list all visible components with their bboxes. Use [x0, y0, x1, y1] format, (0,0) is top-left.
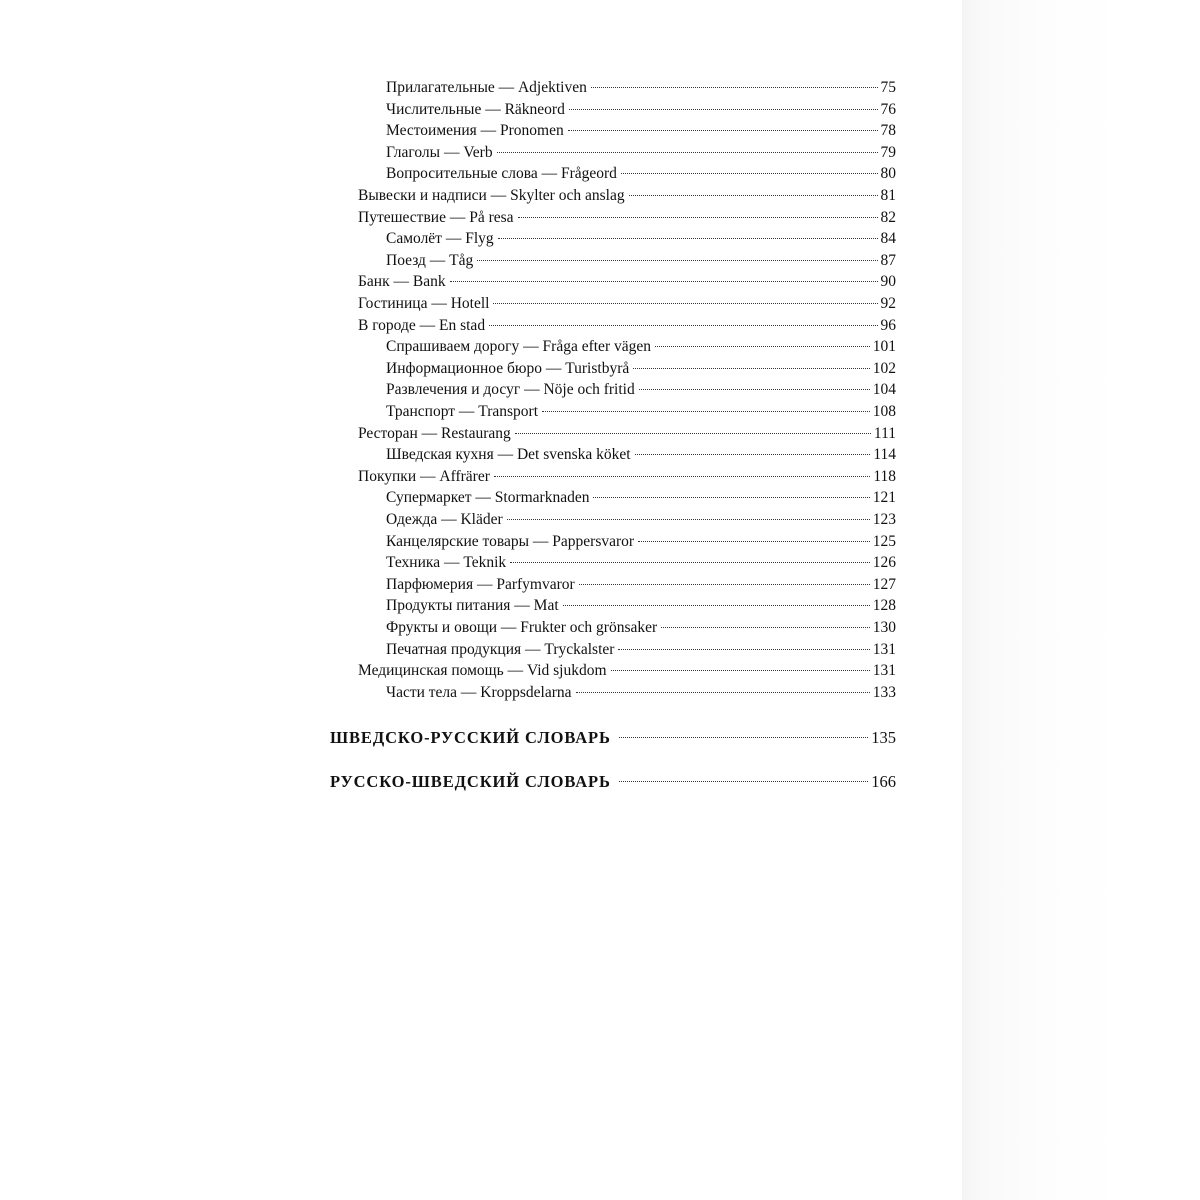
- dot-leader: [593, 497, 869, 498]
- toc-entry: [386, 359, 896, 379]
- dot-leader: [510, 562, 870, 563]
- toc-entry-page: 118: [873, 467, 896, 485]
- dot-leader: [493, 303, 877, 304]
- toc-entry-title: Путешествие — På resa: [358, 208, 514, 226]
- dot-leader: [619, 737, 868, 738]
- dot-leader: [618, 649, 869, 650]
- toc-entry-page: 126: [872, 554, 896, 572]
- toc-entry-page: 79: [880, 143, 896, 161]
- toc-entry-title: Гостиница — Hotell: [358, 295, 490, 312]
- toc-entry: [386, 337, 896, 357]
- toc-entry-title: Информационное бюро — Turistbyrå: [386, 359, 630, 377]
- toc-entry: [358, 467, 896, 487]
- dot-leader: [621, 173, 878, 174]
- toc-entry: [386, 251, 896, 271]
- toc-entry-page: 123: [872, 511, 896, 528]
- toc-entry-page: 131: [872, 662, 896, 680]
- toc-entry: [386, 100, 896, 120]
- toc-entry-title: Шведская кухня — Det svenska köket: [386, 446, 631, 464]
- dot-leader: [638, 541, 870, 542]
- dot-leader: [633, 368, 870, 369]
- toc-entry-page: 82: [880, 208, 896, 226]
- toc-entry-title: Глаголы — Verb: [386, 143, 493, 161]
- toc-entry-page: 114: [873, 446, 896, 464]
- toc-entry: [386, 596, 896, 616]
- toc-entry-title: Части тела — Kroppsdelarna: [386, 683, 572, 701]
- dot-leader: [655, 346, 870, 347]
- toc-entry-title: Техника — Teknik: [386, 554, 507, 572]
- dot-leader: [629, 195, 878, 196]
- toc-entry-title: Числительные — Räkneord: [386, 100, 565, 118]
- toc-entry: [386, 575, 896, 595]
- toc-entry: [386, 532, 896, 552]
- dot-leader: [497, 152, 878, 153]
- toc-entry-title: Самолёт — Flyg: [386, 230, 494, 248]
- toc-entry-page: 90: [880, 273, 896, 291]
- dot-leader: [498, 238, 878, 239]
- toc-entry-page: 108: [872, 403, 896, 420]
- dot-leader: [661, 627, 870, 628]
- toc-entry-page: 104: [872, 381, 896, 399]
- toc-entry: [386, 78, 896, 98]
- dot-leader: [579, 584, 870, 585]
- toc-entry-title: Супермаркет — Stormarknaden: [386, 489, 590, 507]
- toc-entry-title: Вопросительные слова — Frågeord: [386, 165, 617, 183]
- toc-entry: [386, 488, 896, 508]
- toc-entry-page: 87: [880, 251, 896, 269]
- toc-entry-title: Фрукты и овощи — Frukter och grönsaker: [386, 619, 658, 636]
- toc-entry: [358, 661, 896, 681]
- toc-entry: [386, 618, 896, 638]
- toc-entry: [386, 164, 896, 184]
- dot-leader: [619, 781, 868, 782]
- dot-leader: [563, 605, 870, 606]
- toc-entry: [358, 316, 896, 336]
- toc-entry: [386, 445, 896, 465]
- toc-entry-page: 80: [880, 165, 896, 183]
- toc-entry-title: Ресторан — Restaurang: [358, 424, 511, 442]
- toc-section-title: ШВЕДСКО-РУССКИЙ СЛОВАРЬ: [330, 728, 611, 747]
- toc-entry-page: 130: [872, 619, 896, 636]
- toc-entry: [386, 640, 896, 660]
- dot-leader: [489, 325, 877, 326]
- toc-entry-title: Спрашиваем дорогу — Fråga efter vägen: [386, 338, 651, 356]
- toc-entry-page: 125: [872, 532, 896, 550]
- dot-leader: [477, 260, 877, 261]
- toc-entry: [386, 553, 896, 573]
- toc-entry: [358, 424, 896, 444]
- dot-leader: [515, 433, 871, 434]
- toc-entry-page: 84: [880, 230, 896, 248]
- toc-entry: [386, 143, 896, 163]
- toc-section-page: 166: [871, 772, 896, 791]
- toc-entry-title: Прилагательные — Adjektiven: [386, 79, 587, 96]
- toc-section: [330, 726, 896, 750]
- toc-entry: [358, 294, 896, 314]
- toc-entry-page: 101: [872, 338, 896, 356]
- toc-entry: [386, 380, 896, 400]
- toc-entry-page: 111: [873, 424, 896, 442]
- dot-leader: [507, 519, 870, 520]
- dot-leader: [569, 109, 878, 110]
- toc-entry-title: Местоимения — Pronomen: [386, 122, 564, 140]
- dot-leader: [639, 389, 870, 390]
- toc-entry-page: 133: [872, 683, 896, 701]
- dot-leader: [611, 670, 870, 671]
- toc-entry-page: 131: [872, 640, 896, 658]
- toc-entry: [358, 186, 896, 206]
- dot-leader: [450, 281, 878, 282]
- toc-entry-title: Медицинская помощь — Vid sjukdom: [358, 662, 607, 680]
- toc-entry: [358, 272, 896, 292]
- toc-entry-title: Вывески и надписи — Skylter och anslag: [358, 187, 625, 204]
- toc-entry-page: 127: [872, 575, 896, 593]
- toc-entry-page: 92: [880, 295, 896, 312]
- toc-entry: [386, 121, 896, 141]
- toc-entry: [386, 229, 896, 249]
- toc-entry-title: Канцелярские товары — Pappersvaror: [386, 532, 635, 550]
- toc-entry-page: 76: [880, 100, 896, 118]
- toc-entry: [358, 208, 896, 228]
- toc-entry-title: Парфюмерия — Parfymvaror: [386, 575, 575, 593]
- dot-leader: [494, 476, 870, 477]
- dot-leader: [591, 87, 878, 88]
- toc-entry-page: 78: [880, 122, 896, 140]
- toc-entry-title: В городе — En stad: [358, 316, 486, 334]
- toc-entry-title: Покупки — Affrärer: [358, 467, 490, 485]
- toc-entry-page: 81: [880, 187, 896, 204]
- toc-entry-title: Продукты питания — Mat: [386, 597, 559, 615]
- toc-entry-title: Развлечения и досуг — Nöje och fritid: [386, 381, 635, 399]
- toc-entry-page: 121: [872, 489, 896, 507]
- dot-leader: [576, 692, 870, 693]
- toc-entry-title: Транспорт — Transport: [386, 403, 539, 420]
- toc-entry-title: Поезд — Tåg: [386, 251, 474, 269]
- toc-entry-page: 96: [880, 316, 896, 334]
- toc-section-page: 135: [871, 728, 896, 747]
- dot-leader: [542, 411, 870, 412]
- dot-leader: [568, 130, 878, 131]
- toc-entry-page: 128: [872, 597, 896, 615]
- toc-section-title: РУССКО-ШВЕДСКИЙ СЛОВАРЬ: [330, 772, 611, 791]
- toc-entry-title: Одежда — Kläder: [386, 511, 503, 528]
- toc-entry-title: Банк — Bank: [358, 273, 446, 291]
- dot-leader: [635, 454, 871, 455]
- toc-entry-page: 102: [872, 359, 896, 377]
- toc-entry-page: 75: [880, 79, 896, 96]
- dot-leader: [518, 217, 878, 218]
- toc-section: [330, 770, 896, 794]
- toc-entry: [386, 402, 896, 422]
- toc-entry-title: Печатная продукция — Tryckalster: [386, 640, 615, 658]
- toc-entry: [386, 683, 896, 703]
- toc-entry: [386, 510, 896, 530]
